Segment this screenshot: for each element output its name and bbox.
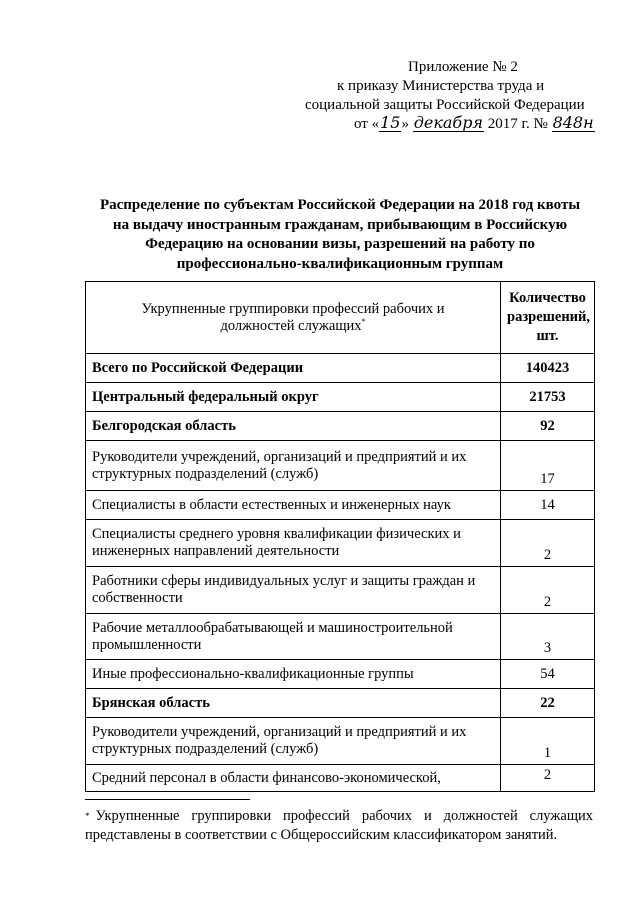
table-header-row [86, 282, 595, 354]
row-value: 14 [501, 491, 595, 520]
row-name: Руководители учреждений, организаций и предприятий и их структурных подразделений (служб) [86, 441, 501, 491]
table-row [86, 718, 595, 765]
row-value: 54 [501, 660, 595, 689]
row-value: 17 [501, 441, 595, 491]
row-name: Брянская область [86, 689, 501, 718]
row-value: 2 [501, 765, 595, 792]
row-name: Всего по Российской Федерации [86, 354, 501, 383]
footnote-line: представлены в соответствии с Общероссийским классификатором занятий. [85, 827, 558, 843]
title-line: Распределение по субъектам Российской Федерации на 2018 год квоты [99, 197, 581, 213]
row-value: 2 [501, 567, 595, 614]
footnote-ref: * [361, 316, 366, 326]
table-row [86, 441, 595, 491]
row-name: Рабочие металлообрабатывающей и машиностроительной промышленности [86, 614, 501, 660]
footnote-divider [85, 799, 250, 800]
table-row [86, 383, 595, 412]
order-number-handwritten: 848н [552, 113, 594, 132]
row-name: Специалисты среднего уровня квалификации физических и инженерных направлений деятельности [86, 520, 501, 567]
annex-title: Приложение № 2 [408, 59, 518, 75]
row-value: 140423 [501, 354, 595, 383]
table-row [86, 689, 595, 718]
table-row [86, 520, 595, 567]
title-line: Федерацию на основании визы, разрешений на работу по [145, 236, 535, 252]
document-title [80, 196, 600, 274]
table-row [86, 660, 595, 689]
date-year: 2017 г. № [484, 116, 552, 132]
title-line: на выдачу иностранным гражданам, прибывающим в Российскую [112, 216, 568, 233]
table-row [86, 491, 595, 520]
footnote-mark: * [85, 811, 90, 821]
row-value: 92 [501, 412, 595, 441]
row-value: 1 [501, 718, 595, 765]
row-name: Иные профессионально-квалификационные группы [86, 660, 501, 689]
row-name: Работники сферы индивидуальных услуг и защиты граждан и собственности [86, 567, 501, 614]
row-name: Специалисты в области естественных и инженерных наук [86, 491, 501, 520]
header-permits-count: Количество разрешений, шт. [501, 282, 595, 354]
footnote [85, 807, 593, 845]
date-month-handwritten: декабря [413, 113, 484, 132]
footnote-line: Укрупненные группировки профессий рабочих и должностей служащих [95, 808, 593, 824]
table-row [86, 614, 595, 660]
annex-date-line [354, 115, 600, 134]
table-row [86, 765, 595, 792]
annex-block [300, 58, 600, 134]
date-prefix: от « [354, 116, 380, 132]
row-value: 3 [501, 614, 595, 660]
date-separator: » [401, 116, 413, 132]
header-profession-groups: Укрупненные группировки профессий рабочих и должностей служащих* [86, 282, 501, 354]
title-line: профессионально-квалификационным группам [176, 255, 504, 272]
row-name: Средний персонал в области финансово-экономической, [86, 765, 501, 792]
row-value: 2 [501, 520, 595, 567]
table-row [86, 354, 595, 383]
row-value: 21753 [501, 383, 595, 412]
annex-ministry-line: социальной защиты Российской Федерации [305, 97, 585, 113]
table-row [86, 567, 595, 614]
row-name: Центральный федеральный округ [86, 383, 501, 412]
row-value: 22 [501, 689, 595, 718]
row-name: Руководители учреждений, организаций и предприятий и их структурных подразделений (служб) [86, 718, 501, 765]
annex-order-line: к приказу Министерства труда и [337, 78, 545, 94]
date-day-handwritten: 15 [380, 113, 401, 132]
table-row [86, 412, 595, 441]
row-name: Белгородская область [86, 412, 501, 441]
quota-table [85, 281, 595, 792]
